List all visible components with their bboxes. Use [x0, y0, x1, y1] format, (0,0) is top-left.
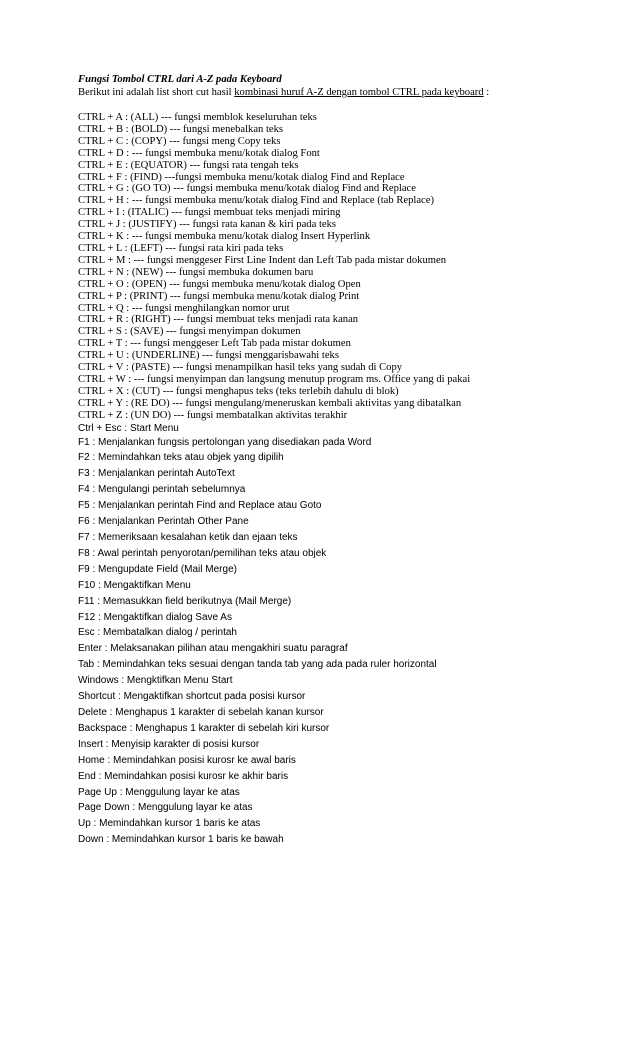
list-item: Up : Memindahkan kursor 1 baris ke atas	[78, 818, 261, 830]
list-item: F3 : Menjalankan perintah AutoText	[78, 468, 235, 480]
list-item: Delete : Menghapus 1 karakter di sebelah kanan kursor	[78, 706, 324, 718]
list-item: CTRL + A : (ALL) --- fungsi memblok keseluruhan teks	[78, 112, 317, 123]
list-item: CTRL + U : (UNDERLINE) --- fungsi menggarisbawahi teks	[78, 350, 339, 362]
list-item: CTRL + C : (COPY) --- fungsi meng Copy teks	[78, 135, 281, 147]
ctrl-esc-line: Ctrl + Esc : Start Menu	[78, 422, 179, 434]
list-item: Backspace : Menghapus 1 karakter di sebelah kiri kursor	[78, 722, 330, 734]
intro-text-after: :	[483, 87, 490, 98]
ctrl-shortcut-list	[78, 112, 633, 422]
list-item: CTRL + L : (LEFT) --- fungsi rata kiri pada teks	[78, 242, 284, 254]
list-item: CTRL + K : --- fungsi membuka menu/kotak dialog Insert Hyperlink	[78, 231, 371, 243]
list-item: CTRL + R : (RIGHT) --- fungsi membuat teks menjadi rata kanan	[78, 314, 359, 326]
list-item: Esc : Membatalkan dialog / perintah	[78, 627, 237, 639]
list-item: F1 : Menjalankan fungsis pertolongan yang disediakan pada Word	[78, 436, 372, 448]
list-item: CTRL + Y : (RE DO) --- fungsi mengulang/meneruskan kembali aktivitas yang dibatalkan	[78, 397, 462, 409]
list-item: CTRL + Q : --- fungsi menghilangkan nomor urut	[78, 302, 290, 314]
document-title: Fungsi Tombol CTRL dari A-Z pada Keyboard	[78, 74, 282, 85]
list-item: CTRL + B : (BOLD) --- fungsi menebalkan teks	[78, 123, 284, 135]
list-item: CTRL + H : --- fungsi membuka menu/kotak dialog Find and Replace (tab Replace)	[78, 195, 434, 207]
list-item: Home : Memindahkan posisi kurosr ke awal baris	[78, 754, 296, 766]
list-item: F10 : Mengaktifkan Menu	[78, 579, 191, 591]
list-item: CTRL + P : (PRINT) --- fungsi membuka menu/kotak dialog Print	[78, 290, 360, 302]
list-item: CTRL + N : (NEW) --- fungsi membuka dokumen baru	[78, 266, 314, 278]
list-item: CTRL + Z : (UN DO) --- fungsi membatalkan aktivitas terakhir	[78, 409, 348, 421]
list-item: F12 : Mengaktifkan dialog Save As	[78, 611, 232, 623]
list-item: CTRL + I : (ITALIC) --- fungsi membuat teks menjadi miring	[78, 207, 341, 219]
list-item: F8 : Awal perintah penyorotan/pemilihan teks atau objek	[78, 547, 327, 559]
intro-link[interactable]: kombinasi huruf A-Z dengan tombol CTRL pada keyboard	[234, 87, 484, 98]
list-item: CTRL + W : --- fungsi menyimpan dan langsung menutup program ms. Office yang di pakai	[78, 373, 471, 385]
list-item: CTRL + S : (SAVE) --- fungsi menyimpan dokumen	[78, 326, 301, 338]
list-item: CTRL + D : --- fungsi membuka menu/kotak dialog Font	[78, 147, 320, 159]
list-item: CTRL + E : (EQUATOR) --- fungsi rata tengah teks	[78, 159, 299, 171]
key-shortcut-list	[78, 435, 633, 849]
list-item: CTRL + O : (OPEN) --- fungsi membuka menu/kotak dialog Open	[78, 278, 361, 290]
list-item: F6 : Menjalankan Perintah Other Pane	[78, 516, 249, 528]
list-item: CTRL + V : (PASTE) --- fungsi menampilkan hasil teks yang sudah di Copy	[78, 362, 403, 374]
list-item: CTRL + X : (CUT) --- fungsi menghapus teks (teks terlebih dahulu di blok)	[78, 385, 399, 397]
list-item: CTRL + G : (GO TO) --- fungsi membuka menu/kotak dialog Find and Replace	[78, 183, 416, 195]
list-item: CTRL + F : (FIND) ---fungsi membuka menu/kotak dialog Find and Replace	[78, 171, 405, 183]
document-page	[78, 73, 633, 848]
list-item: Down : Memindahkan kursor 1 baris ke bawah	[78, 834, 284, 846]
list-item: F2 : Memindahkan teks atau objek yang dipilih	[78, 452, 284, 464]
list-item: Enter : Melaksanakan pilihan atau mengakhiri suatu paragraf	[78, 643, 348, 655]
list-item: Page Up : Menggulung layar ke atas	[78, 786, 240, 798]
list-item: F9 : Mengupdate Field (Mail Merge)	[78, 563, 237, 575]
list-item: Shortcut : Mengaktifkan shortcut pada posisi kursor	[78, 691, 306, 703]
intro-paragraph	[78, 86, 633, 99]
list-item: Tab : Memindahkan teks sesuai dengan tanda tab yang ada pada ruler horizontal	[78, 659, 437, 671]
list-item: End : Memindahkan posisi kurosr ke akhir baris	[78, 770, 289, 782]
list-item: F4 : Mengulangi perintah sebelumnya	[78, 484, 246, 496]
list-item: F7 : Memeriksaan kesalahan ketik dan ejaan teks	[78, 532, 298, 543]
list-item: CTRL + J : (JUSTIFY) --- fungsi rata kanan & kiri pada teks	[78, 219, 337, 231]
list-item: F5 : Menjalankan perintah Find and Replace atau Goto	[78, 500, 322, 512]
intro-text-before: Berikut ini adalah list short cut hasil	[78, 87, 235, 98]
list-item: Windows : Mengktifkan Menu Start	[78, 675, 233, 687]
list-item: Page Down : Menggulung layar ke atas	[78, 802, 253, 814]
list-item: Insert : Menyisip karakter di posisi kursor	[78, 738, 260, 750]
list-item: CTRL + M : --- fungsi menggeser First Line Indent dan Left Tab pada mistar dokumen	[78, 254, 446, 266]
list-item: F11 : Memasukkan field berikutnya (Mail Merge)	[78, 595, 292, 607]
list-item: CTRL + T : --- fungsi menggeser Left Tab pada mistar dokumen	[78, 338, 351, 350]
